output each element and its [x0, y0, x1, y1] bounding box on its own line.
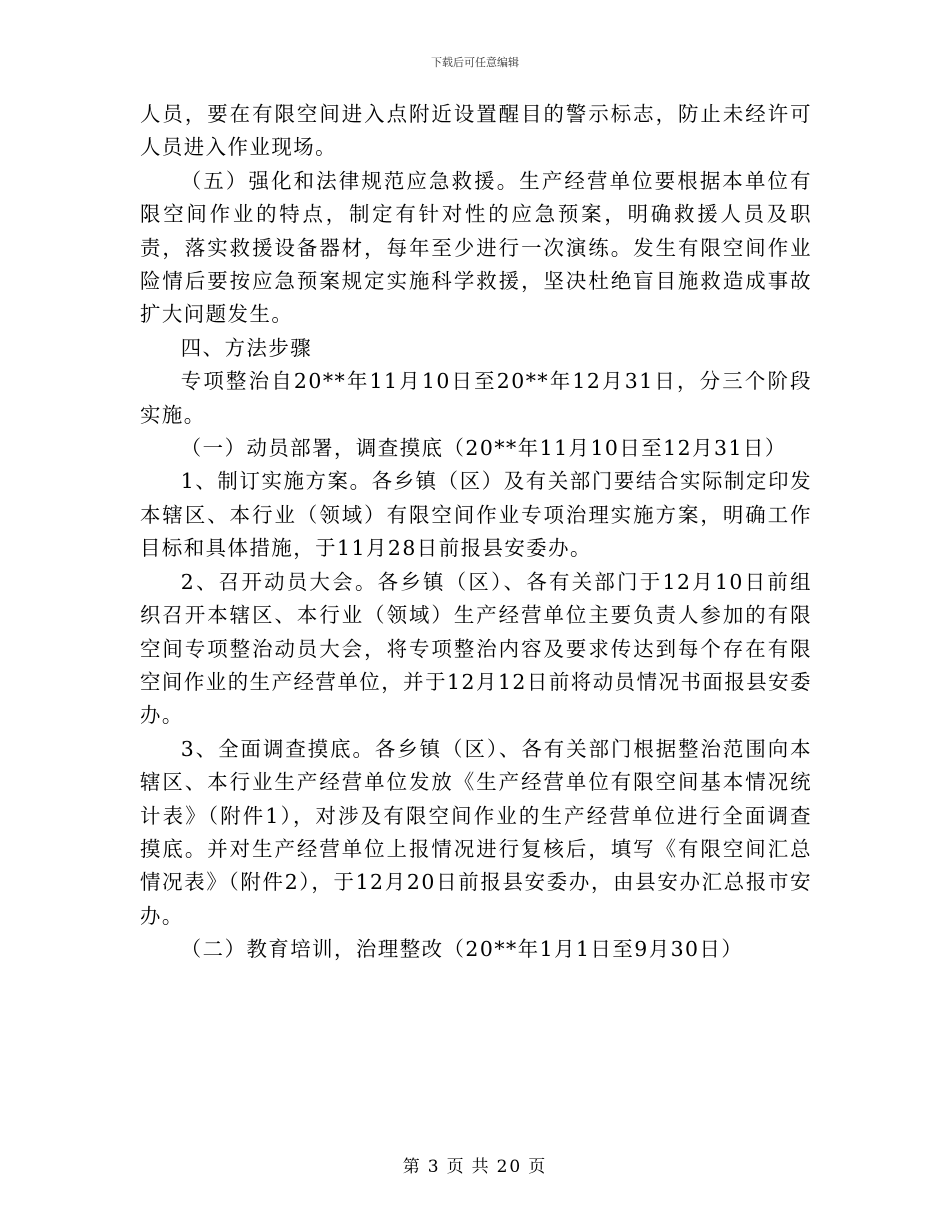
page-header: 下载后可任意编辑: [431, 56, 519, 69]
footer-page-label: 页: [446, 1157, 466, 1177]
paragraph: 人员，要在有限空间进入点附近设置醒目的警示标志，防止未经许可人员进入作业现场。: [140, 102, 812, 160]
page-footer: [0, 1152, 950, 1177]
subsection-heading: （二）教育培训，治理整改（20**年1月1日至9月30日）: [180, 937, 744, 962]
paragraph: 2、召开动员大会。各乡镇（区）、各有关部门于12月10日前组织召开本辖区、本行业（领域）生产经营单位主要负责人参加的有限空间专项整治动员大会，将专项整治内容及要求传达到每个存在有限空间作业的生产经营单位，并于12月12日前将动员情况书面报县安委办。: [140, 569, 812, 728]
page-number: 3: [427, 1157, 441, 1177]
paragraph: 1、制订实施方案。各乡镇（区）及有关部门要结合实际制定印发本辖区、本行业（领域）有限空间作业专项治理实施方案，明确工作目标和具体措施，于11月28日前报县安委办。: [140, 469, 812, 561]
paragraph: 专项整治自20**年11月10日至20**年12月31日，分三个阶段实施。: [140, 369, 812, 427]
footer-prefix: 第: [402, 1157, 422, 1177]
paragraph: （五）强化和法律规范应急救援。生产经营单位要根据本单位有限空间作业的特点，制定有针对性的应急预案，明确救援人员及职责，落实救援设备器材，每年至少进行一次演练。发生有限空间作业险情后要按应急预案规定实施科学救援，坚决杜绝盲目施救造成事故扩大问题发生。: [140, 168, 812, 327]
document-body: [140, 98, 812, 967]
footer-suffix: 页: [528, 1157, 548, 1177]
total-pages: 20: [496, 1157, 523, 1177]
subsection-heading: （一）动员部署，调查摸底（20**年11月10日至12月31日）: [180, 436, 787, 461]
section-heading: 四、方法步骤: [180, 335, 313, 360]
paragraph: 3、全面调查摸底。各乡镇（区）、各有关部门根据整治范围向本辖区、本行业生产经营单位发放《生产经营单位有限空间基本情况统计表》（附件1），对涉及有限空间作业的生产经营单位进行全面调查摸底。并对生产经营单位上报情况进行复核后，填写《有限空间汇总情况表》（附件2），于12月20日前报县安委办，由县安办汇总报市安办。: [140, 736, 812, 928]
footer-total-label: 共: [471, 1157, 491, 1177]
